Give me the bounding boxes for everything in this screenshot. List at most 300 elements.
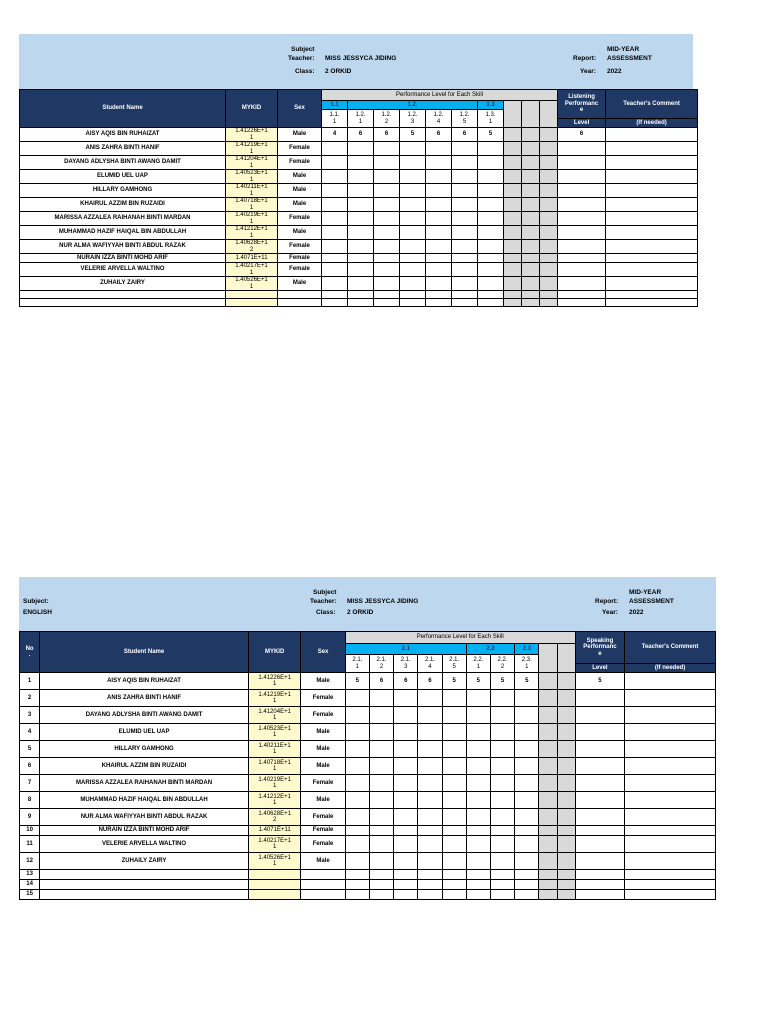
comment-cell <box>625 707 716 724</box>
spacer-cell <box>522 156 540 170</box>
spacer-cell <box>504 254 522 263</box>
spacer-cell <box>539 809 557 826</box>
score-cell: 5 <box>466 673 490 690</box>
score-cell <box>478 156 504 170</box>
mykid-line-2: 1 <box>249 148 254 155</box>
student-name-cell: VELERIE ARVELLA WALTINO <box>20 263 226 277</box>
mykid-cell <box>248 775 300 792</box>
score-cell <box>369 826 393 836</box>
score-cell <box>394 853 418 870</box>
score-cell <box>478 291 504 299</box>
spacer-cell <box>540 226 558 240</box>
score-cell <box>426 277 452 291</box>
score-cell <box>348 198 374 212</box>
score-cell <box>426 184 452 198</box>
table-row <box>20 240 698 254</box>
score-cell <box>490 836 514 853</box>
student-name-cell <box>40 890 249 900</box>
sheet2-group-2-2: 2.2 <box>466 644 514 655</box>
student-name-cell <box>20 291 226 299</box>
mykid-line-2: 2 <box>249 246 254 253</box>
score-cell <box>369 741 393 758</box>
sex-cell <box>301 870 345 880</box>
score-cell <box>418 741 442 758</box>
mykid-line-2: 1 <box>249 204 254 211</box>
spacer-cell <box>540 212 558 226</box>
score-cell <box>345 836 369 853</box>
mykid-line-1: 1.40219E+1 <box>235 212 268 218</box>
mykid-line-2: 1 <box>272 732 277 738</box>
score-cell <box>452 240 478 254</box>
score-cell <box>345 758 369 775</box>
mykid-cell <box>226 212 278 226</box>
score-cell <box>442 690 466 707</box>
mykid-cell <box>248 826 300 836</box>
sheet2-group-2-1: 2.1 <box>345 644 466 655</box>
score-cell <box>322 277 348 291</box>
score-cell <box>452 142 478 156</box>
sheet2-year-label: Year: <box>602 609 618 616</box>
comment-cell <box>606 156 698 170</box>
sheet2-sub-4: 2.1. 4 <box>418 655 442 673</box>
score-cell <box>374 142 400 156</box>
level-cell <box>575 758 624 775</box>
score-cell <box>442 741 466 758</box>
comment-cell <box>606 299 698 307</box>
score-cell <box>442 826 466 836</box>
table-row <box>20 226 698 240</box>
student-name-cell: ELUMID UEL UAP <box>20 170 226 184</box>
mykid-cell <box>226 184 278 198</box>
sex-cell <box>301 880 345 890</box>
score-cell: 6 <box>348 128 374 142</box>
sex-cell: Female <box>301 836 345 853</box>
score-cell <box>418 836 442 853</box>
sheet1-class-value: 2 ORKID <box>325 68 352 75</box>
comment-cell <box>606 128 698 142</box>
spacer-cell <box>540 263 558 277</box>
sheet1-sub-2: 1.2. 1 <box>348 110 374 128</box>
mykid-line-2: 1 <box>249 232 254 239</box>
score-cell <box>348 254 374 263</box>
score-cell <box>348 291 374 299</box>
score-cell <box>394 775 418 792</box>
table-row <box>20 890 716 900</box>
score-cell <box>369 690 393 707</box>
score-cell <box>490 741 514 758</box>
spacer-cell <box>540 184 558 198</box>
comment-cell <box>625 792 716 809</box>
score-cell <box>369 758 393 775</box>
spacer-cell <box>504 156 522 170</box>
score-cell <box>515 792 539 809</box>
score-cell <box>400 142 426 156</box>
score-cell <box>466 870 490 880</box>
score-cell <box>345 690 369 707</box>
sheet1-sub-1: 1.1. 1 <box>322 110 348 128</box>
mykid-cell <box>248 707 300 724</box>
table-row <box>20 707 716 724</box>
sheet1-table <box>19 89 698 307</box>
score-cell <box>442 707 466 724</box>
comment-cell <box>606 226 698 240</box>
spacer-cell <box>504 226 522 240</box>
score-cell <box>345 870 369 880</box>
sheet2-subject-value: ENGLISH <box>23 609 52 616</box>
sheet2-subject-label: Subject: <box>23 598 49 605</box>
level-cell <box>558 263 606 277</box>
table-row <box>20 741 716 758</box>
score-cell <box>418 880 442 890</box>
score-cell <box>490 758 514 775</box>
spacer-cell <box>540 156 558 170</box>
table-row <box>20 853 716 870</box>
score-cell <box>426 170 452 184</box>
score-cell <box>452 277 478 291</box>
spacer-cell <box>539 792 557 809</box>
sheet1-teacher-name: MISS JESSYCA JIDING <box>325 55 397 62</box>
sex-cell: Female <box>301 775 345 792</box>
score-cell <box>345 890 369 900</box>
spacer-cell <box>557 836 575 853</box>
score-cell: 6 <box>374 128 400 142</box>
sheet2-sub-6: 2.2. 1 <box>466 655 490 673</box>
mykid-line-1: 1.40211E+1 <box>258 742 291 749</box>
score-cell <box>394 741 418 758</box>
sheet1-class-label: Class: <box>295 68 315 75</box>
score-cell <box>348 156 374 170</box>
spacer-cell <box>522 254 540 263</box>
score-cell <box>515 690 539 707</box>
score-cell <box>348 226 374 240</box>
sheet2-comment-sub: (If needed) <box>625 664 716 673</box>
level-cell <box>575 809 624 826</box>
student-name-cell: ZUHAILY ZAIRY <box>20 277 226 291</box>
score-cell <box>394 707 418 724</box>
score-cell <box>466 853 490 870</box>
score-cell <box>442 836 466 853</box>
table-row <box>20 198 698 212</box>
spacer-cell <box>557 741 575 758</box>
score-cell <box>400 277 426 291</box>
mykid-cell <box>226 226 278 240</box>
score-cell <box>345 741 369 758</box>
student-name-cell: KHAIRUL AZZIM BIN RUZAIDI <box>40 758 249 775</box>
mykid-line-1: 1.40523E+1 <box>235 170 268 176</box>
score-cell <box>515 853 539 870</box>
score-cell <box>369 880 393 890</box>
score-cell <box>490 707 514 724</box>
score-cell: 5 <box>490 673 514 690</box>
sheet1-comment-sub: (If needed) <box>606 119 698 128</box>
spacer-cell <box>540 277 558 291</box>
mykid-line-2: 1 <box>272 681 277 687</box>
level-cell <box>575 724 624 741</box>
mykid-line-1: 1.4071E+11 <box>258 827 291 834</box>
spacer-cell <box>504 212 522 226</box>
spacer-cell <box>504 291 522 299</box>
spacer-cell <box>557 826 575 836</box>
score-cell <box>490 880 514 890</box>
score-cell <box>369 809 393 826</box>
score-cell <box>478 299 504 307</box>
score-cell <box>418 826 442 836</box>
score-cell <box>394 792 418 809</box>
comment-cell <box>606 254 698 263</box>
spacer-cell <box>557 870 575 880</box>
score-cell: 5 <box>345 673 369 690</box>
mykid-cell <box>226 142 278 156</box>
score-cell <box>374 212 400 226</box>
score-cell <box>374 156 400 170</box>
score-cell <box>515 880 539 890</box>
comment-cell <box>625 853 716 870</box>
score-cell <box>374 184 400 198</box>
score-cell <box>515 870 539 880</box>
sheet2-perf-level: Level <box>575 664 624 673</box>
student-name-cell: ELUMID UEL UAP <box>40 724 249 741</box>
level-cell <box>575 792 624 809</box>
sheet1-report-label: Report: <box>573 55 597 62</box>
score-cell <box>490 690 514 707</box>
spacer-cell <box>539 826 557 836</box>
sex-cell: Female <box>278 156 322 170</box>
score-cell <box>426 226 452 240</box>
score-cell <box>348 240 374 254</box>
table-row <box>20 792 716 809</box>
score-cell <box>369 853 393 870</box>
mykid-cell <box>248 880 300 890</box>
score-cell <box>466 890 490 900</box>
spacer-cell <box>540 291 558 299</box>
score-cell <box>345 707 369 724</box>
sheet1-year-label: Year: <box>580 68 596 75</box>
mykid-line-2: 1 <box>272 766 277 772</box>
spacer-cell <box>539 880 557 890</box>
mykid-cell <box>248 836 300 853</box>
score-cell <box>348 170 374 184</box>
mykid-line-2: 1 <box>249 176 254 183</box>
sheet1-year: 2022 <box>607 68 622 75</box>
score-cell <box>515 809 539 826</box>
score-cell <box>345 853 369 870</box>
score-cell <box>418 707 442 724</box>
score-cell <box>426 240 452 254</box>
spacer-cell <box>504 299 522 307</box>
sex-cell: Female <box>301 707 345 724</box>
comment-cell <box>625 741 716 758</box>
sex-cell: Male <box>278 226 322 240</box>
score-cell <box>322 263 348 277</box>
spacer-cell <box>539 724 557 741</box>
spacer-cell <box>540 142 558 156</box>
table-row <box>20 870 716 880</box>
level-cell <box>575 826 624 836</box>
comment-cell <box>606 291 698 299</box>
table-row <box>20 128 698 142</box>
mykid-line-1: 1.40211E+1 <box>235 184 268 190</box>
score-cell: 6 <box>418 673 442 690</box>
spacer-cell <box>522 291 540 299</box>
score-cell <box>426 263 452 277</box>
spacer-cell <box>539 870 557 880</box>
mykid-line-1: 1.40628E+1 <box>235 240 268 246</box>
level-cell <box>558 156 606 170</box>
spacer-cell <box>522 277 540 291</box>
score-cell: 4 <box>322 128 348 142</box>
mykid-line-2: 1 <box>272 715 277 721</box>
mykid-cell <box>248 809 300 826</box>
table-row <box>20 775 716 792</box>
score-cell <box>442 809 466 826</box>
score-cell <box>394 890 418 900</box>
score-cell <box>369 707 393 724</box>
level-cell <box>558 184 606 198</box>
sheet1-col-name: Student Name <box>20 90 226 128</box>
sheet2-col-no: No . <box>20 632 40 673</box>
sex-cell: Male <box>301 673 345 690</box>
score-cell <box>452 170 478 184</box>
level-cell <box>575 890 624 900</box>
score-cell <box>515 890 539 900</box>
score-cell <box>400 170 426 184</box>
mykid-cell <box>226 254 278 263</box>
spacer-cell <box>522 263 540 277</box>
score-cell <box>400 240 426 254</box>
score-cell <box>400 156 426 170</box>
row-number-cell: 9 <box>20 809 40 826</box>
sex-cell: Female <box>301 809 345 826</box>
sex-cell: Male <box>301 792 345 809</box>
sex-cell: Female <box>278 254 322 263</box>
score-cell <box>345 826 369 836</box>
level-cell <box>575 880 624 890</box>
score-cell <box>418 792 442 809</box>
spacer-cell <box>557 673 575 690</box>
table-row <box>20 826 716 836</box>
score-cell <box>452 254 478 263</box>
spacer-cell <box>522 128 540 142</box>
spacer-cell <box>504 263 522 277</box>
level-cell <box>558 277 606 291</box>
score-cell: 6 <box>452 128 478 142</box>
score-cell <box>369 792 393 809</box>
score-cell <box>348 142 374 156</box>
spacer-cell <box>539 673 557 690</box>
score-cell <box>345 724 369 741</box>
level-cell <box>558 198 606 212</box>
mykid-cell <box>248 690 300 707</box>
score-cell <box>418 870 442 880</box>
sheet2-table <box>19 631 716 900</box>
comment-cell <box>625 826 716 836</box>
mykid-line-1: 1.41226E+1 <box>235 128 268 134</box>
student-name-cell <box>40 870 249 880</box>
comment-cell <box>606 263 698 277</box>
row-number-cell: 11 <box>20 836 40 853</box>
mykid-cell <box>226 299 278 307</box>
sheet1-perf-title: Listening Performanc e <box>558 90 606 119</box>
mykid-cell <box>248 870 300 880</box>
score-cell <box>442 870 466 880</box>
spacer-cell <box>504 277 522 291</box>
score-cell <box>322 299 348 307</box>
spacer-cell <box>557 690 575 707</box>
student-name-cell: KHAIRUL AZZIM BIN RUZAIDI <box>20 198 226 212</box>
score-cell <box>348 212 374 226</box>
score-cell <box>418 853 442 870</box>
sex-cell: Male <box>278 198 322 212</box>
comment-cell <box>625 809 716 826</box>
student-name-cell: ANIS ZAHRA BINTI HANIF <box>40 690 249 707</box>
sheet2-sub-1: 2.1. 1 <box>345 655 369 673</box>
score-cell <box>322 170 348 184</box>
comment-cell <box>606 184 698 198</box>
score-cell <box>426 299 452 307</box>
score-cell: 6 <box>369 673 393 690</box>
table-row <box>20 880 716 890</box>
mykid-line-1: 1.41204E+1 <box>258 708 291 715</box>
spacer-cell <box>540 170 558 184</box>
score-cell: 5 <box>400 128 426 142</box>
sheet1-report-line2: ASSESSMENT <box>607 55 652 62</box>
mykid-line-1: 1.40217E+1 <box>258 837 291 844</box>
score-cell <box>442 724 466 741</box>
score-cell <box>374 299 400 307</box>
score-cell <box>348 277 374 291</box>
mykid-cell <box>248 792 300 809</box>
score-cell <box>490 853 514 870</box>
spacer-cell <box>522 299 540 307</box>
score-cell <box>369 836 393 853</box>
mykid-cell <box>226 291 278 299</box>
score-cell <box>478 254 504 263</box>
student-name-cell: NURAIN IZZA BINTI MOHD ARIF <box>20 254 226 263</box>
score-cell <box>400 226 426 240</box>
spacer-cell <box>522 212 540 226</box>
mykid-line-1: 1.41219E+1 <box>235 142 268 148</box>
sheet2-class-label: Class: <box>316 609 336 616</box>
row-number-cell: 10 <box>20 826 40 836</box>
row-number-cell: 8 <box>20 792 40 809</box>
student-name-cell: AISY AQIS BIN RUHAIZAT <box>40 673 249 690</box>
comment-cell <box>606 212 698 226</box>
score-cell <box>394 826 418 836</box>
row-number-cell: 4 <box>20 724 40 741</box>
level-cell <box>558 170 606 184</box>
sex-cell <box>278 291 322 299</box>
sex-cell: Male <box>278 184 322 198</box>
spacer-cell <box>522 142 540 156</box>
row-number-cell: 14 <box>20 880 40 890</box>
score-cell <box>418 758 442 775</box>
sheet1-sub-4: 1.2. 3 <box>400 110 426 128</box>
score-cell <box>515 836 539 853</box>
row-number-cell: 6 <box>20 758 40 775</box>
score-cell <box>322 142 348 156</box>
sheet2-col-sex: Sex <box>301 632 345 673</box>
mykid-line-2: 1 <box>272 844 277 850</box>
sheet2-class-value: 2 ORKID <box>347 609 374 616</box>
student-name-cell <box>20 299 226 307</box>
table-row <box>20 170 698 184</box>
mykid-line-1: 1.40523E+1 <box>258 725 291 732</box>
score-cell <box>322 156 348 170</box>
comment-cell <box>606 142 698 156</box>
comment-cell <box>625 775 716 792</box>
score-cell <box>394 836 418 853</box>
score-cell <box>374 170 400 184</box>
